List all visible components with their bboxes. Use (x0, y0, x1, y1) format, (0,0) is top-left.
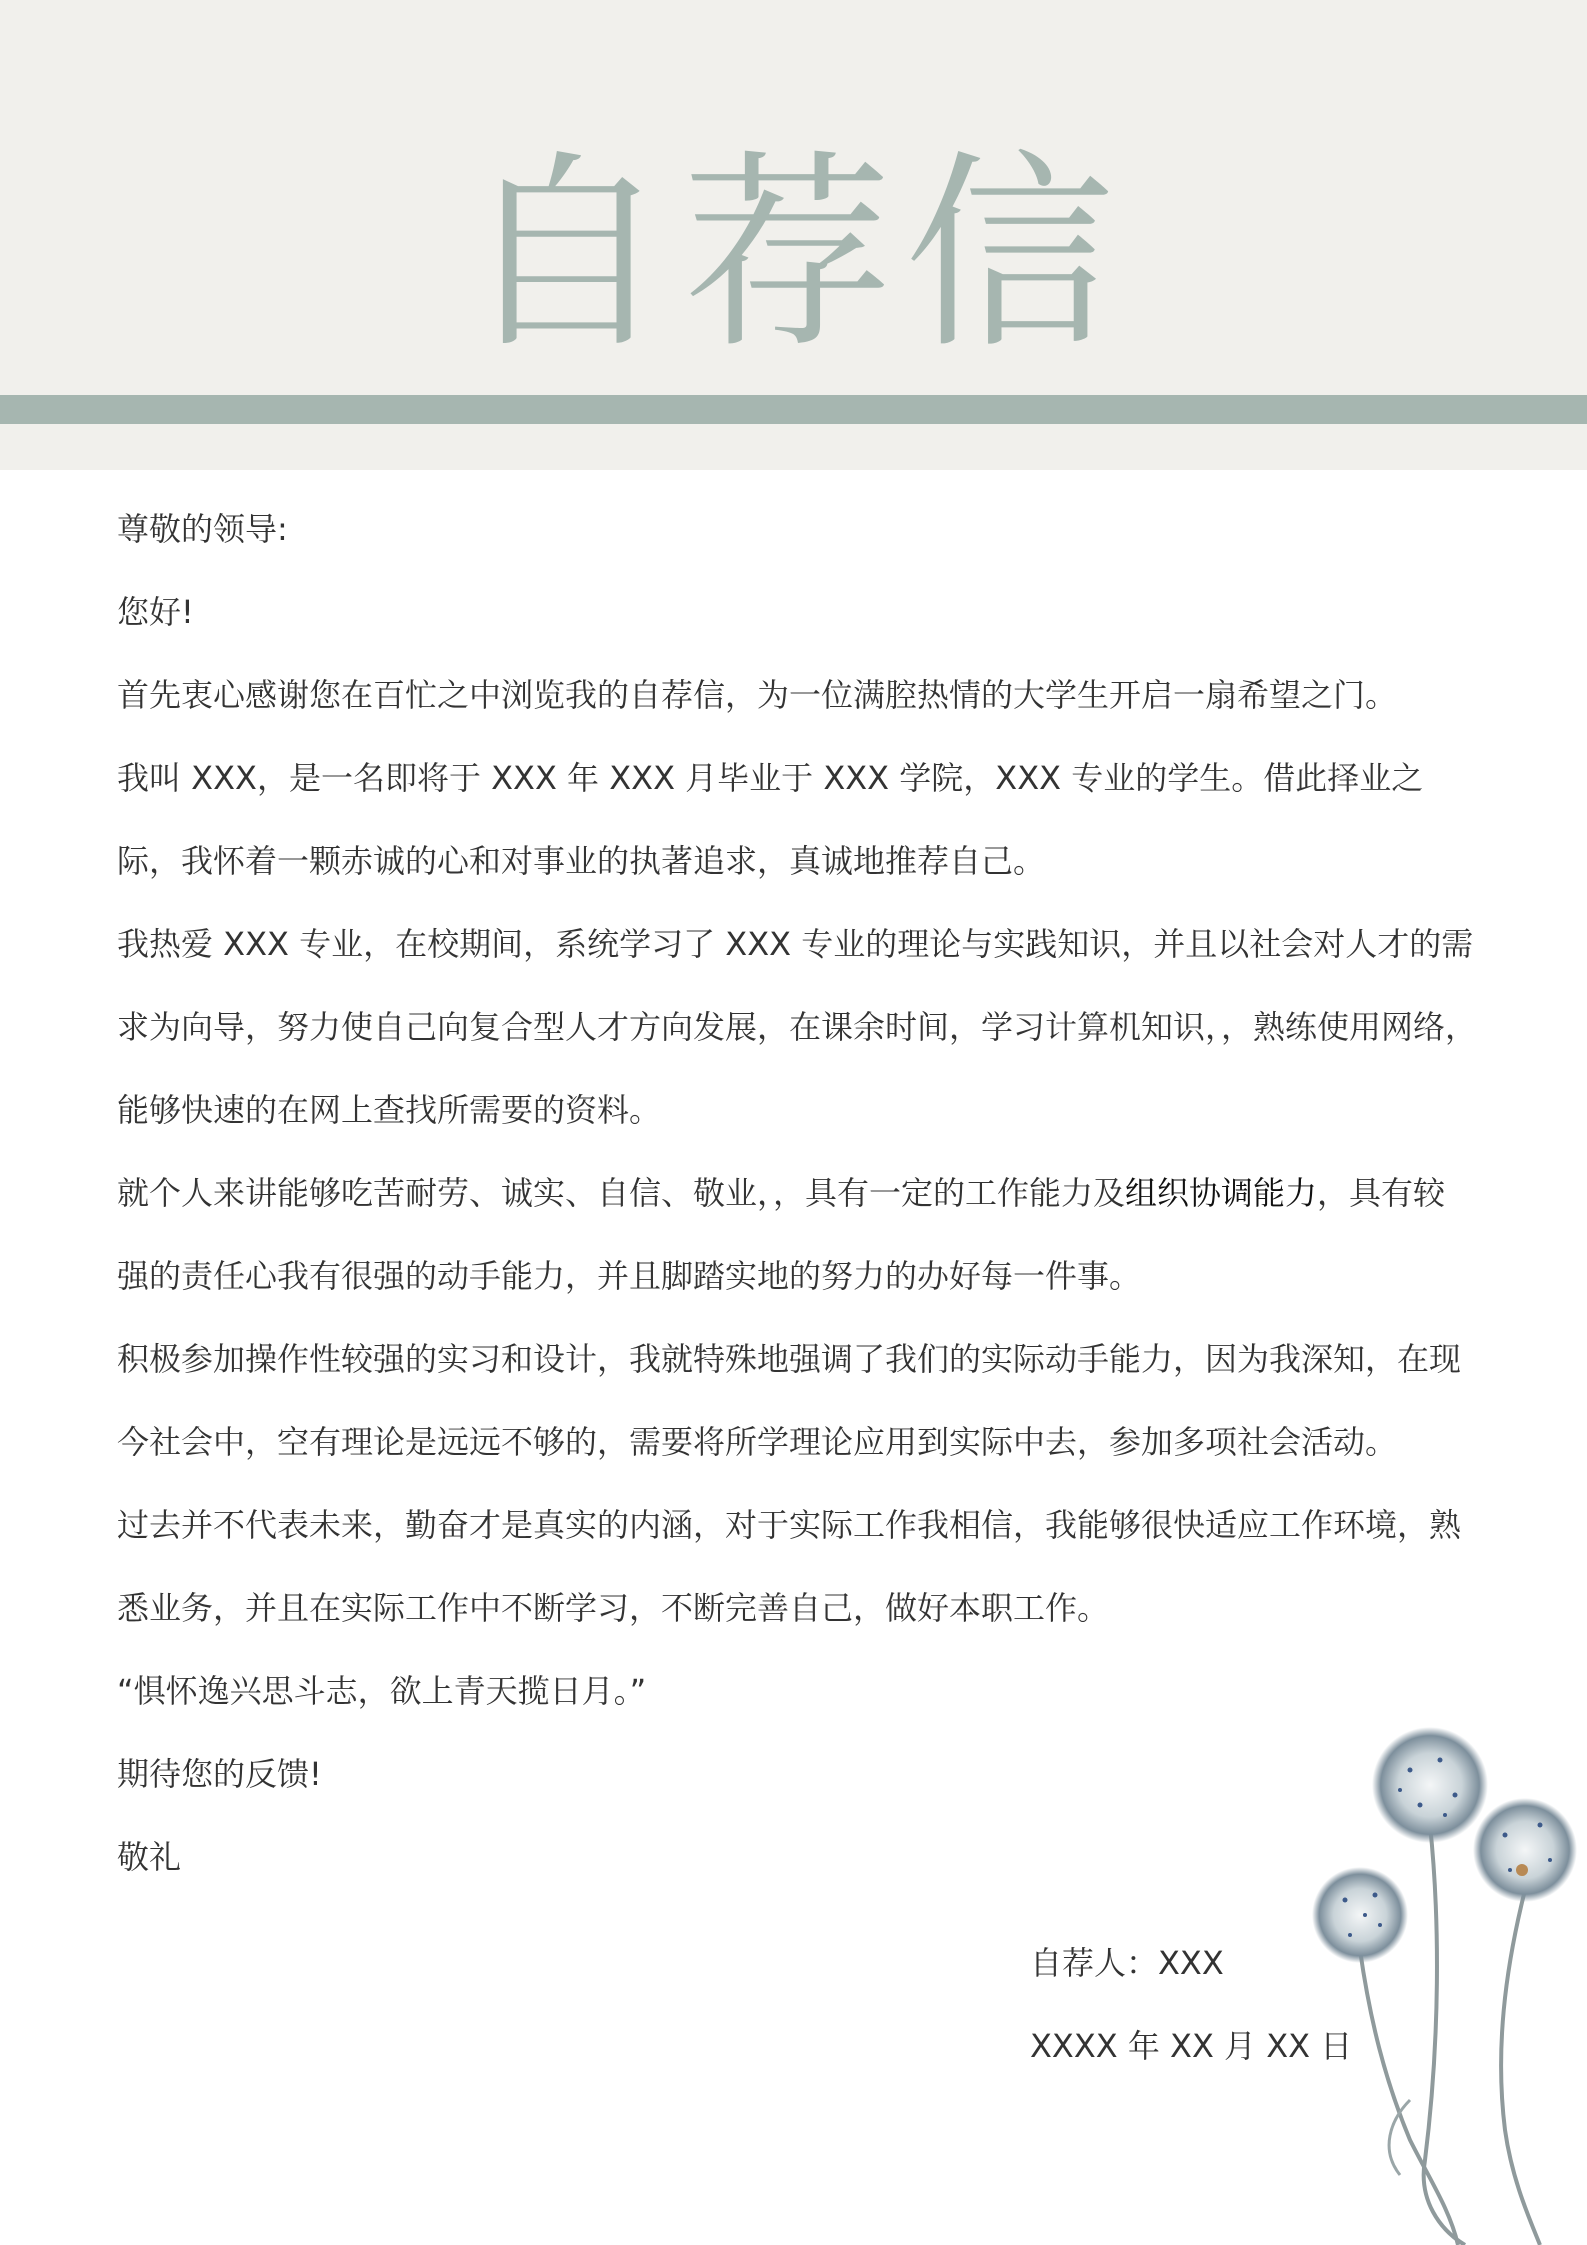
paragraph-thanks: 首先衷心感谢您在百忙之中浏览我的自荐信，为一位满腔热情的大学生开启一扇希望之门。 (117, 676, 1398, 714)
salutation: 尊敬的领导: (117, 510, 288, 548)
quote: “惧怀逸兴思斗志，欲上青天揽日月。” (117, 1672, 647, 1710)
paragraph-personal-end: ，具有较强的责任心我有很强的动手能力，并且脚踏实地的努力的办好每一件事。 (117, 1174, 1446, 1295)
page-title: 自荐信 (460, 132, 1127, 377)
title-divider-bar (0, 395, 1587, 424)
paragraph-personal (117, 1152, 1477, 1318)
signature-date: XXXX 年 XX 月 XX 日 (1030, 2027, 1353, 2065)
closing: 期待您的反馈! (117, 1755, 322, 1793)
paragraph-future: 过去并不代表未来，勤奋才是真实的内涵，对于实际工作我相信，我能够很快适应工作环境，熟悉业务，并且在实际工作中不断学习，不断完善自己，做好本职工作。 (117, 1506, 1462, 1627)
greeting: 您好! (117, 593, 194, 631)
paragraph-major: 我热爱 XXX 专业，在校期间，系统学习了 XXX 专业的理论与实践知识，并且以社会对人才的需求为向导，努力使自己向复合型人才方向发展，在课余时间，学习计算机知识，，熟练使用网络，能够快速的在网上查找所需要的资料。 (117, 925, 1478, 1129)
highlight-skill: 组织协调能力 (1125, 1174, 1318, 1212)
dandelion-flowers-icon (1290, 1720, 1587, 2245)
paragraph-personal-start: 就个人来讲能够吃苦耐劳、诚实、自信、敬业，，具有一定的工作能力及 (117, 1174, 1126, 1212)
letter-body (117, 488, 1477, 1899)
regards: 敬礼 (117, 1838, 182, 1876)
paragraph-introduction: 我叫 XXX，是一名即将于 XXX 年 XXX 月毕业于 XXX 学院，XXX 专业的学生。借此择业之际，我怀着一颗赤诚的心和对事业的执著追求，真诚地推荐自己。 (117, 759, 1424, 880)
header-band (0, 0, 1587, 470)
signer-name: 自荐人：XXX (1030, 1944, 1224, 1982)
paragraph-practice: 积极参加操作性较强的实习和设计，我就特殊地强调了我们的实际动手能力，因为我深知，在现今社会中，空有理论是远远不够的，需要将所学理论应用到实际中去，参加多项社会活动。 (117, 1340, 1462, 1461)
